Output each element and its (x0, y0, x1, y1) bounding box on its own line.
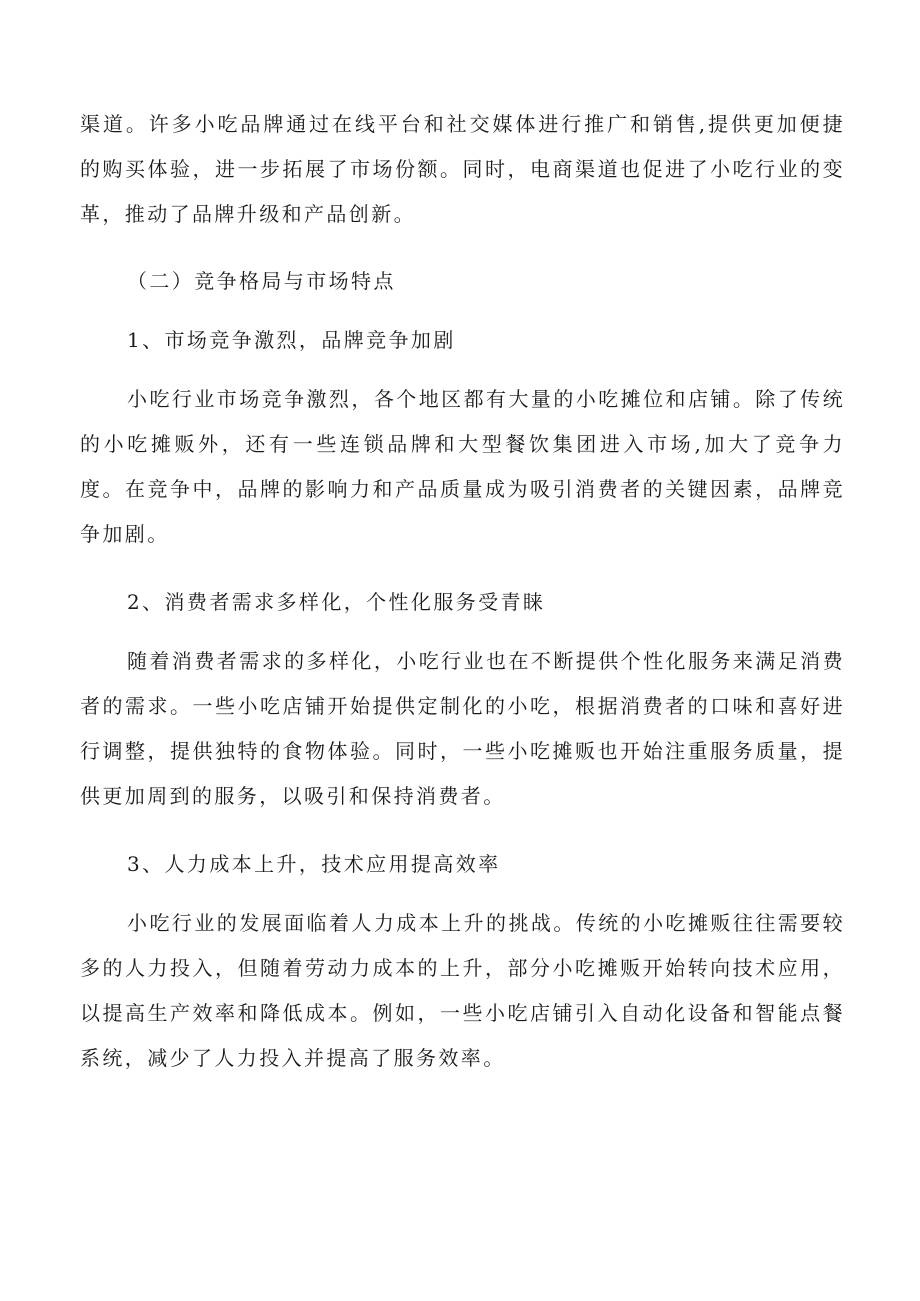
document-body (80, 102, 845, 1081)
paragraph-continued: 渠道。许多小吃品牌通过在线平台和社交媒体进行推广和销售,提供更加便捷的购买体验，进一步拓展了市场份额。同时，电商渠道也促进了小吃行业的变革，推动了品牌升级和产品创新。 (80, 112, 845, 226)
subheading-item-2: 2、消费者需求多样化，个性化服务受青睐 (127, 590, 546, 614)
section-heading-competition: （二）竞争格局与市场特点 (127, 269, 396, 293)
subheading-item-3: 3、人力成本上升，技术应用提高效率 (127, 852, 501, 876)
paragraph-item-2: 随着消费者需求的多样化，小吃行业也在不断提供个性化服务来满足消费者的需求。一些小吃店铺开始提供定制化的小吃，根据消费者的口味和喜好进行调整，提供独特的食物体验。同时，一些小吃摊贩也开始注重服务质量，提供更加周到的服务，以吸引和保持消费者。 (80, 649, 845, 808)
subheading-item-1: 1、市场竞争激烈，品牌竞争加剧 (127, 328, 456, 352)
paragraph-item-1: 小吃行业市场竞争激烈，各个地区都有大量的小吃摊位和店铺。除了传统的小吃摊贩外，还有一些连锁品牌和大型餐饮集团进入市场,加大了竞争力度。在竞争中，品牌的影响力和产品质量成为吸引消费者的关键因素，品牌竞争加剧。 (80, 387, 845, 546)
paragraph-item-3: 小吃行业的发展面临着人力成本上升的挑战。传统的小吃摊贩往往需要较多的人力投入，但随着劳动力成本的上升，部分小吃摊贩开始转向技术应用，以提高生产效率和降低成本。例如，一些小吃店铺引入自动化设备和智能点餐系统，减少了人力投入并提高了服务效率。 (80, 911, 845, 1070)
